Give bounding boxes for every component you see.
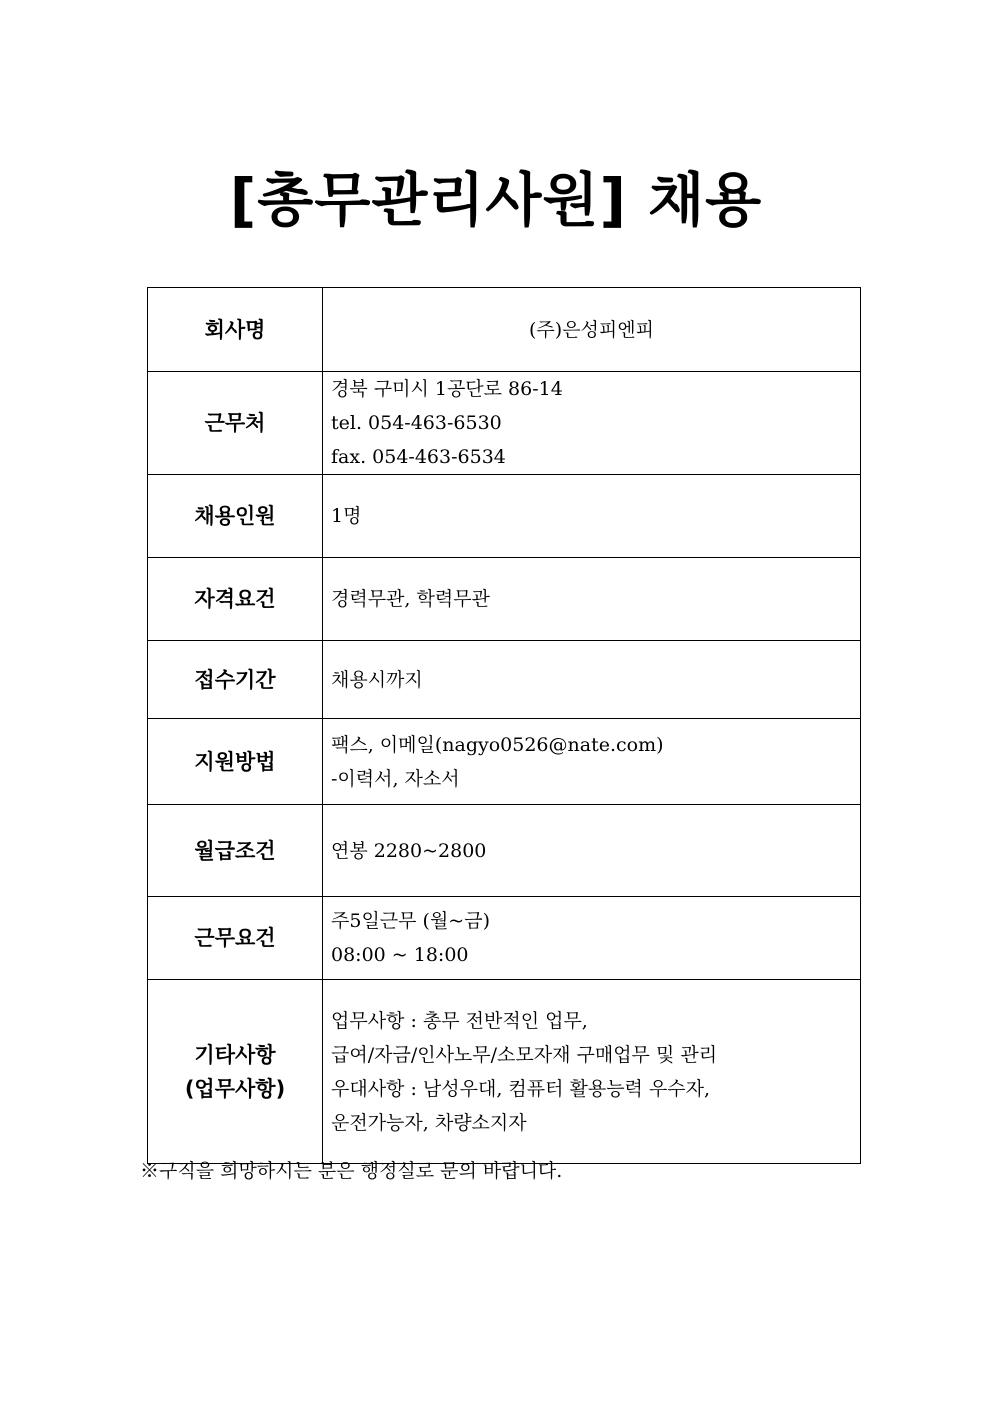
row-value bbox=[323, 719, 861, 805]
value-line: 팩스, 이메일(nagyo0526@nate.com) bbox=[331, 733, 664, 756]
value-line: 급여/자금/인사노무/소모자재 구매업무 및 관리 bbox=[331, 1043, 718, 1066]
row-label: 근무요건 bbox=[148, 897, 323, 980]
value-line: 경북 구미시 1공단로 86-14 bbox=[331, 378, 563, 400]
table-row bbox=[148, 980, 861, 1164]
value-line: 채용시까지 bbox=[331, 668, 423, 691]
row-label: 접수기간 bbox=[148, 641, 323, 719]
value-line: (주)은성피엔피 bbox=[529, 318, 654, 341]
table-row bbox=[148, 558, 861, 641]
row-label: 지원방법 bbox=[148, 719, 323, 805]
value-line: 경력무관, 학력무관 bbox=[331, 588, 490, 610]
row-label: 월급조건 bbox=[148, 805, 323, 897]
table-row bbox=[148, 288, 861, 372]
value-line: 업무사항 : 총무 전반적인 업무, bbox=[331, 1009, 588, 1032]
page-title: [총무관리사원] 채용 bbox=[229, 166, 763, 234]
table-row bbox=[148, 372, 861, 475]
row-value bbox=[323, 805, 861, 897]
value-line: 우대사항 : 남성우대, 컴퓨터 활용능력 우수자, bbox=[331, 1077, 711, 1100]
row-value bbox=[323, 372, 861, 475]
value-line: tel. 054-463-6530 bbox=[331, 412, 502, 434]
table-row bbox=[148, 805, 861, 897]
row-label: 근무처 bbox=[148, 372, 323, 475]
table-row bbox=[148, 897, 861, 980]
row-value bbox=[323, 641, 861, 719]
row-value bbox=[323, 980, 861, 1164]
table-row bbox=[148, 641, 861, 719]
label-line: 기타사항 bbox=[194, 1042, 276, 1067]
value-line: -이력서, 자소서 bbox=[331, 767, 460, 790]
row-value bbox=[323, 288, 861, 372]
footnote: ※구직을 희망하시는 분은 행정실로 문의 바랍니다. bbox=[140, 1160, 563, 1182]
value-line: 연봉 2280~2800 bbox=[331, 839, 487, 862]
label-line: (업무사항) bbox=[184, 1076, 286, 1101]
value-line: 주5일근무 (월~금) bbox=[331, 910, 490, 932]
row-label: 채용인원 bbox=[148, 475, 323, 558]
row-value bbox=[323, 558, 861, 641]
row-label: 자격요건 bbox=[148, 558, 323, 641]
row-label: 회사명 bbox=[148, 288, 323, 372]
row-value bbox=[323, 475, 861, 558]
job-info-table bbox=[147, 287, 861, 1164]
table-row bbox=[148, 475, 861, 558]
value-line: 08:00 ~ 18:00 bbox=[331, 944, 469, 966]
table-row bbox=[148, 719, 861, 805]
row-label bbox=[148, 980, 323, 1164]
value-line: 1명 bbox=[331, 505, 362, 527]
row-value bbox=[323, 897, 861, 980]
value-line: fax. 054-463-6534 bbox=[331, 446, 506, 468]
value-line: 운전가능자, 차량소지자 bbox=[331, 1111, 527, 1134]
